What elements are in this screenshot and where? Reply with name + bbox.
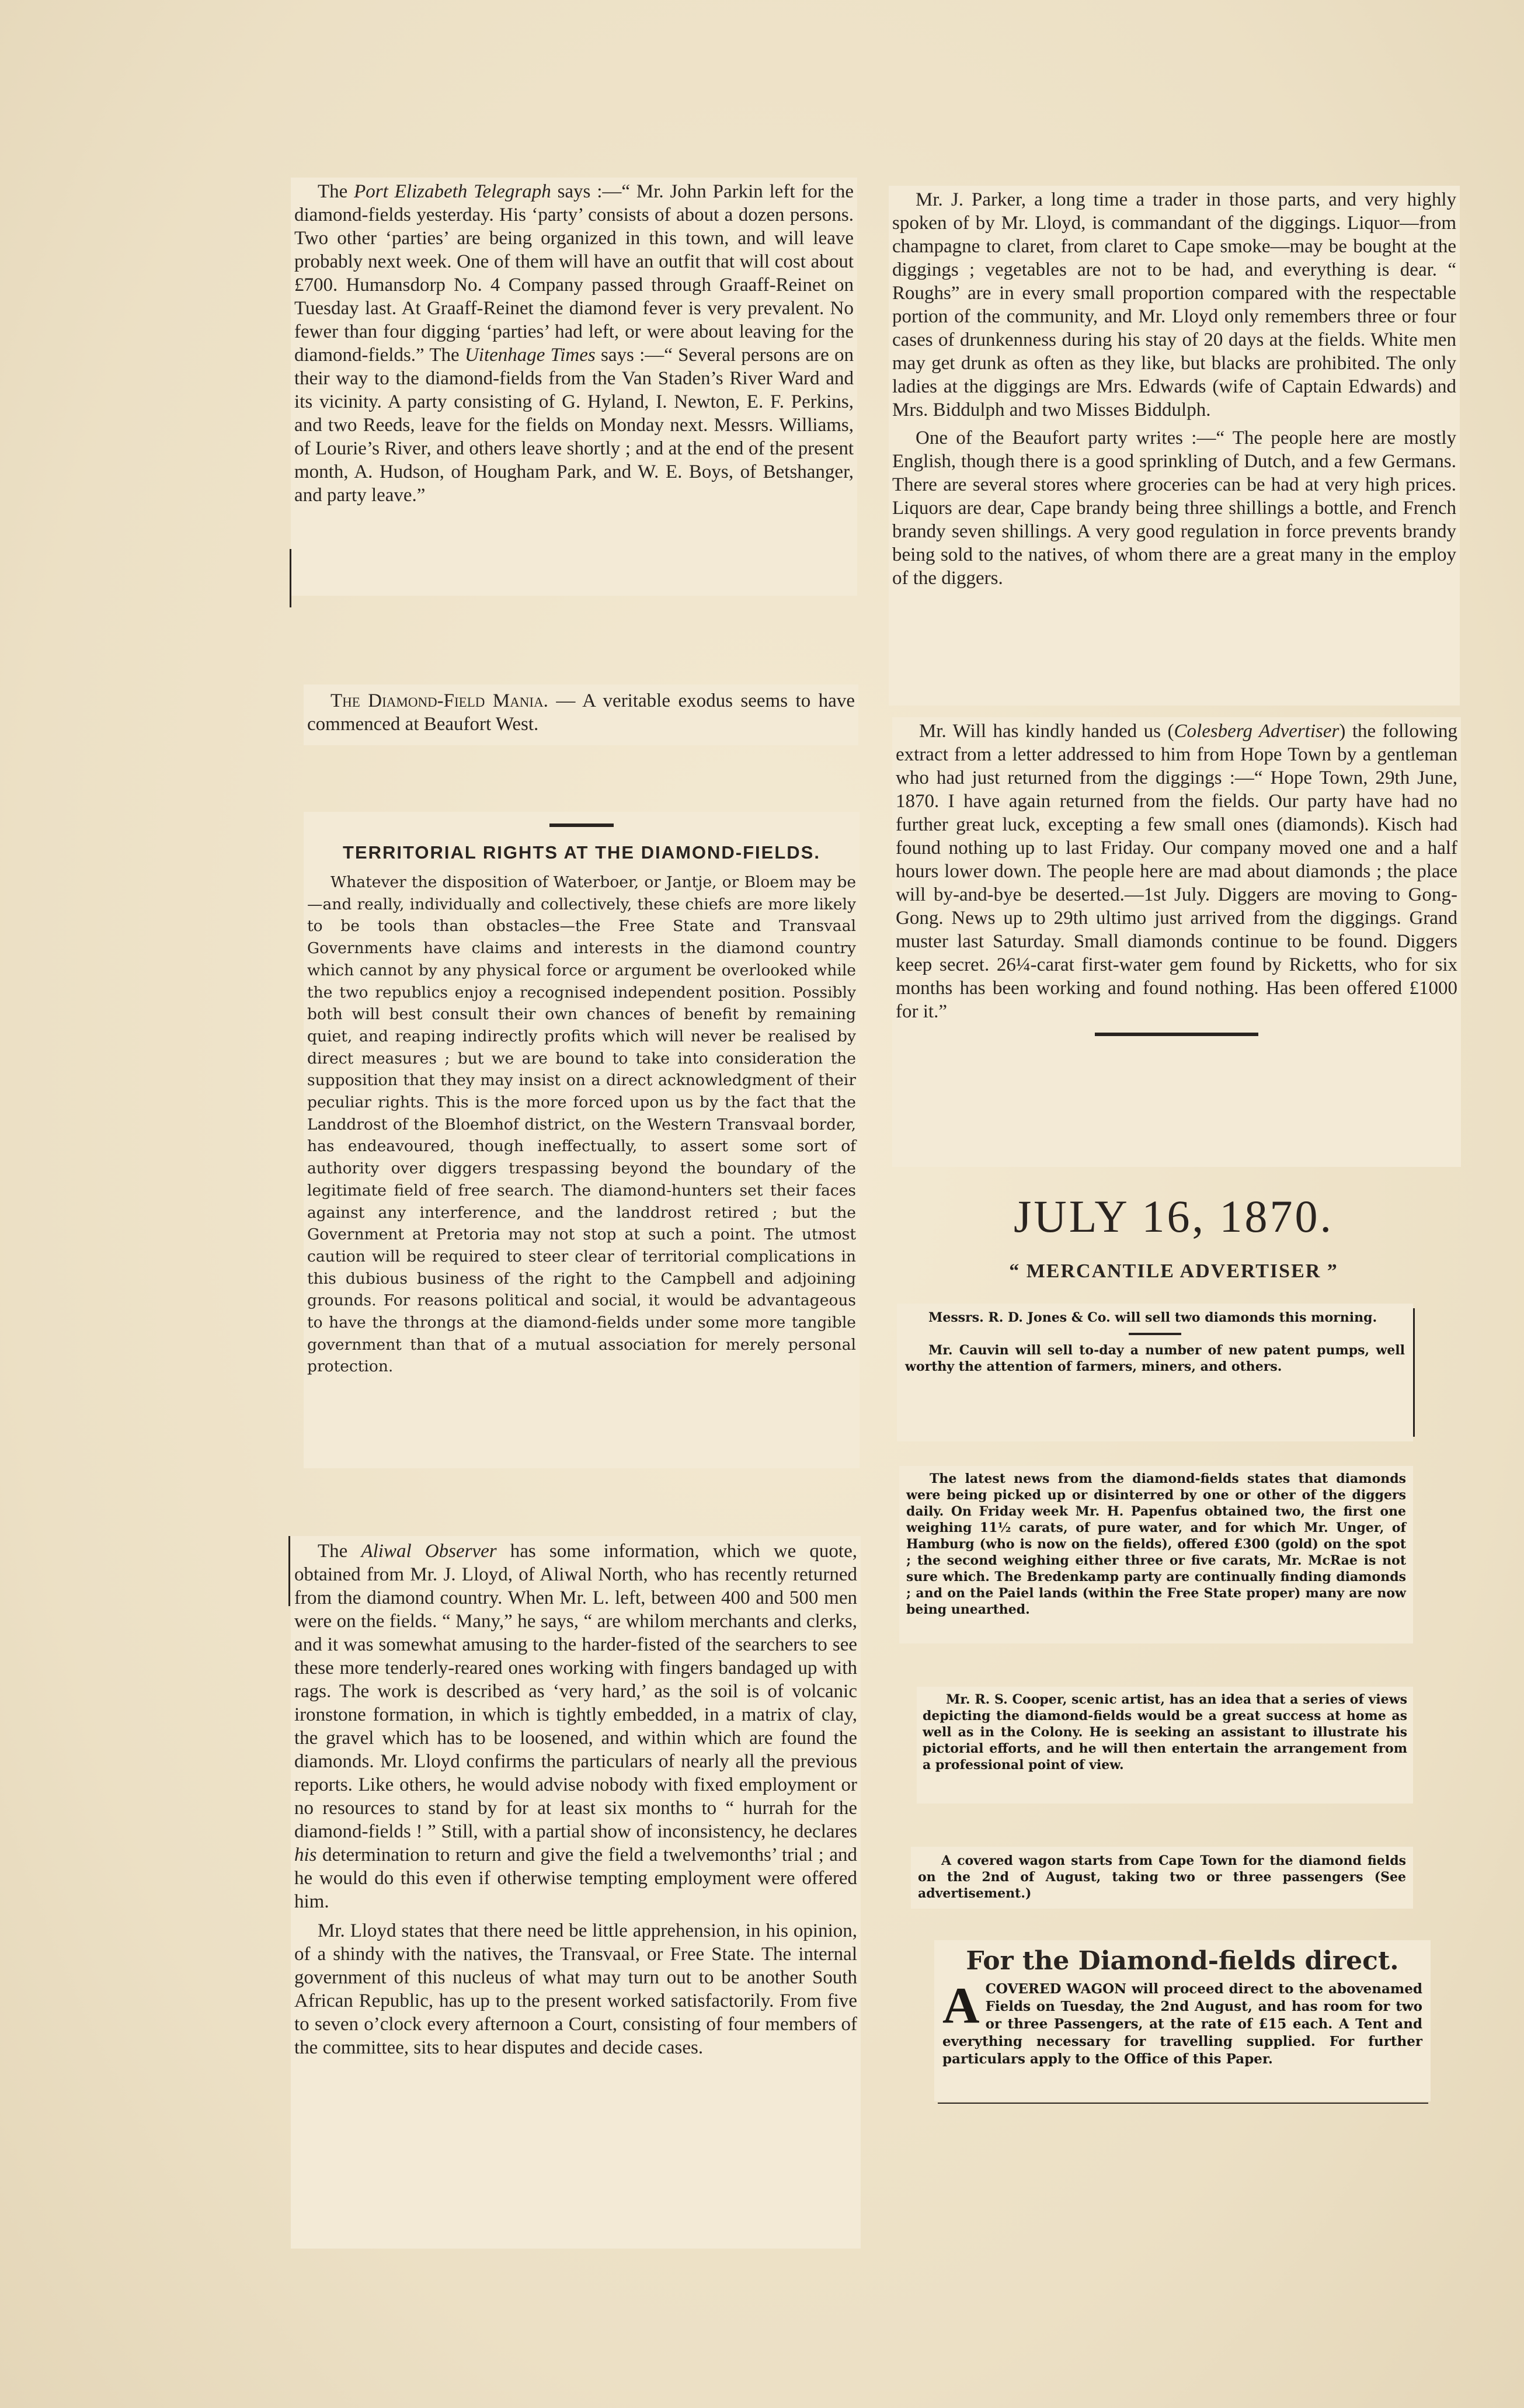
clipping-covered-wagon-note [911, 1847, 1413, 1909]
clipping-aliwal-observer [291, 1536, 861, 2249]
notice-text: A covered wagon starts from Cape Town for the diamond fields on the 2nd of August, taking two or three passengers (See advertisement.) [918, 1853, 1406, 1901]
divider-rule [1129, 1333, 1181, 1335]
clipping-edge-mark [290, 549, 291, 607]
clipping-territorial-rights [304, 812, 860, 1468]
clipping-edge-mark [1413, 1308, 1415, 1437]
article-text: Mr. Will has kindly handed us (Colesberg Advertiser) the following extract from a letter addressed to him from Hope Town by a gentleman who had just returned from the diggings :—“ Hope Town, 29th June, 1870. I have again returned from the fields. Our party have had no further great luck, excepting a few small ones (diamonds). Kisch had found nothing up to last Friday. Our company moved one and a half hours lower down. The people here are mad about diamonds ; the place will by-and-bye be deserted.—1st July. Diggers are moving to Gong-Gong. News up to 29th ultimo just arrived from the diggings. Grand muster last Saturday. Small diamonds continue to be found. Diggers keep secret. 26¼-carat first-water gem found by Ricketts, who for six months has been working and found nothing. Has been offered £1000 for it.” [896, 721, 1457, 1022]
article-text: The Diamond-Field Mania. — A veritable exodus seems to have commenced at Beaufort West. [307, 690, 855, 735]
advert-bottom-rule [938, 2103, 1428, 2104]
clipping-port-elizabeth-telegraph [291, 178, 857, 596]
article-text: Mr. Lloyd states that there need be little apprehension, in his opinion, of a shindy with the natives, the Transvaal, or Free State. The internal government of this nucleus of what may turn out to be another South African Republic, has up to the present worked satisfactorily. From five to seven o’clock every afternoon a Court, consisting of four members of the committee, sits to hear disputes and decide cases. [294, 1920, 857, 2058]
notice-text: The latest news from the diamond-fields states that diamonds were being picked up or disinterred by one or other of the diggers daily. On Friday week Mr. H. Papenfus obtained two, the first one weighing 11½ carats, of pure water, and for which Mr. Unger, of Hamburg (who is now on the fields), offered £300 (gold) on the spot ; the second weighing either three or five carats, Mr. McRae is not sure which. The Bredenkamp party are continually finding diamonds ; and on the Paiel lands (within the Free State proper) many are now being unearthed. [906, 1471, 1406, 1617]
divider-rule [1095, 1033, 1258, 1036]
article-text: The Port Elizabeth Telegraph says :—“ Mr. John Parkin left for the diamond-fields yesterday. His ‘party’ consists of about a dozen persons. Two other ‘parties’ are being organized in this town, and will leave probably next week. One of them will have an outfit that will cost about £700. Humansdorp No. 4 Company passed through Graaff-Reinet on Tuesday last. At Graaff-Reinet the diamond fever is very prevalent. No fewer than four digging ‘parties’ had left, or were about leaving for the diamond-fields.” The Uitenhage Times says :—“ Several persons are on their way to the diamond-fields from the Van Staden’s River Ward and its vicinity. A party consisting of G. Hyland, I. Newton, E. F. Perkins, and two Reeds, leave for the fields on Monday next. Messrs. Williams, of Lourie’s River, and others leave shortly ; and at the end of the present month, A. Hudson, of Hougham Park, and W. E. Boys, of Betshanger, and party leave.” [294, 181, 854, 506]
article-text: The Aliwal Observer has some information, which we quote, obtained from Mr. J. Lloyd, of Aliwal North, who has recently returned from the diamond country. When Mr. L. left, between 400 and 500 men were on the fields. “ Many,” he says, “ are whilom merchants and clerks, and it was somewhat amusing to the harder-fisted of the searchers to see these more tenderly-reared ones working with fingers bandaged up with rags. The work is described as ‘very hard,’ as the soil is of volcanic ironstone formation, in which is tightly embedded, in a matrix of clay, the gravel which has to be loosened, and within which are found the diamonds. Mr. Lloyd confirms the particulars of nearly all the previous reports. Like others, he would advise nobody with fixed employment or no resources to stand by for at least six months to “ hurrah for the diamond-fields ! ” Still, with a partial show of inconsistency, he declares his determination to return and give the field a twelvemonths’ trial ; and he would do this even if otherwise tempting employment were offered him. [294, 1541, 857, 1912]
article-text: Mr. J. Parker, a long time a trader in those parts, and very highly spoken of by Mr. Lloyd, is commandant of the diggings. Liquor—from champagne to claret, from claret to Cape smoke—may be bought at the diggings ; vegetables are not to be had, and everything is dear. “ Roughs” are in every small proportion compared with the respectable portion of the community, and Mr. Lloyd only remembers three or four cases of drunkenness during his stay of 20 days at the fields. White men may get drunk as often as they like, but blacks are prohibited. The only ladies at the diggings are Mrs. Edwards (wife of Captain Edwards) and Mrs. Biddulph and two Misses Biddulph. [892, 189, 1456, 421]
article-heading: TERRITORIAL RIGHTS AT THE DIAMOND-FIELDS. [343, 842, 820, 863]
clipping-advertisement [934, 1940, 1431, 2101]
clipping-latest-news [899, 1466, 1413, 1643]
date-heading: JULY 16, 1870. [1014, 1191, 1334, 1242]
clipping-cooper [917, 1687, 1413, 1804]
advert-title: For the Diamond-fields direct. [966, 1946, 1399, 1976]
clipping-diamond-field-mania [304, 684, 858, 745]
drop-cap: A [942, 1978, 980, 2034]
clipping-jones-cauvin [897, 1304, 1413, 1441]
notice-text: Messrs. R. D. Jones & Co. will sell two diamonds this morning. [928, 1310, 1377, 1325]
advert-text: ACOVERED WAGON will proceed direct to the abovenamed Fields on Tuesday, the 2nd August, and has room for two or three Passengers, at the rate of £15 each. A Tent and everything necessary for travelling supplied. For further particulars apply to the Office of this Paper. [942, 1978, 1422, 2067]
notice-text: Mr. Cauvin will sell to-day a number of new patent pumps, well worthy the attention of farmers, miners, and others. [905, 1343, 1405, 1374]
divider-rule [549, 823, 614, 827]
clipping-edge-mark [288, 1536, 290, 1606]
article-text: Whatever the disposition of Waterboer, or Jantje, or Bloem may be—and really, individually and collectively, these chiefs are more likely to be tools than obstacles—the Free State and Transvaal Governments have claims and interests in the diamond country which cannot by any physical force or argument be overlooked while the two republics enjoy a recognised independent position. Possibly both will best consult their own chances of benefit by remaining quiet, and reaping indirectly profits which will never be realised by direct measures ; but we are bound to take into consideration the supposition that they may insist on a direct acknowledgment of their peculiar rights. This is the more forced upon us by the fact that the Landdrost of the Bloemhof district, on the Western Transvaal border, has endeavoured, though ineffectually, to assert some sort of authority over diggers trespassing beyond the boundary of the legitimate field of free search. The diamond-hunters set their faces against any interference, and the landdrost retired ; but the Government at Pretoria may not stop at such a point. The utmost caution will be required to steer clear of territorial complications in this dubious business of the right to the Campbell and adjoining grounds. For reasons political and social, it would be advantageous to have the throngs at the diamond-fields under some more tangible government than that of a mutual association for merely personal protection. [307, 873, 856, 1376]
mercantile-heading: “ MERCANTILE ADVERTISER ” [1009, 1260, 1338, 1282]
clipping-mr-will [892, 717, 1461, 1167]
clipping-parker [889, 186, 1460, 706]
article-text: One of the Beaufort party writes :—“ The people here are mostly English, though there is a good sprinkling of Dutch, and a few Germans. There are several stores where groceries can be had at very high prices. Liquors are dear, Cape brandy being three shillings a bottle, and French brandy seven shillings. A very good regulation in force prevents brandy being sold to the natives, of whom there are a great many in the employ of the diggers. [892, 428, 1456, 589]
notice-text: Mr. R. S. Cooper, scenic artist, has an idea that a series of views depicting the diamond-fields would be a great success at home as well as in the Colony. He is seeking an assistant to illustrate his pictorial efforts, and he will then entertain the arrangement from a professional point of view. [923, 1692, 1407, 1773]
